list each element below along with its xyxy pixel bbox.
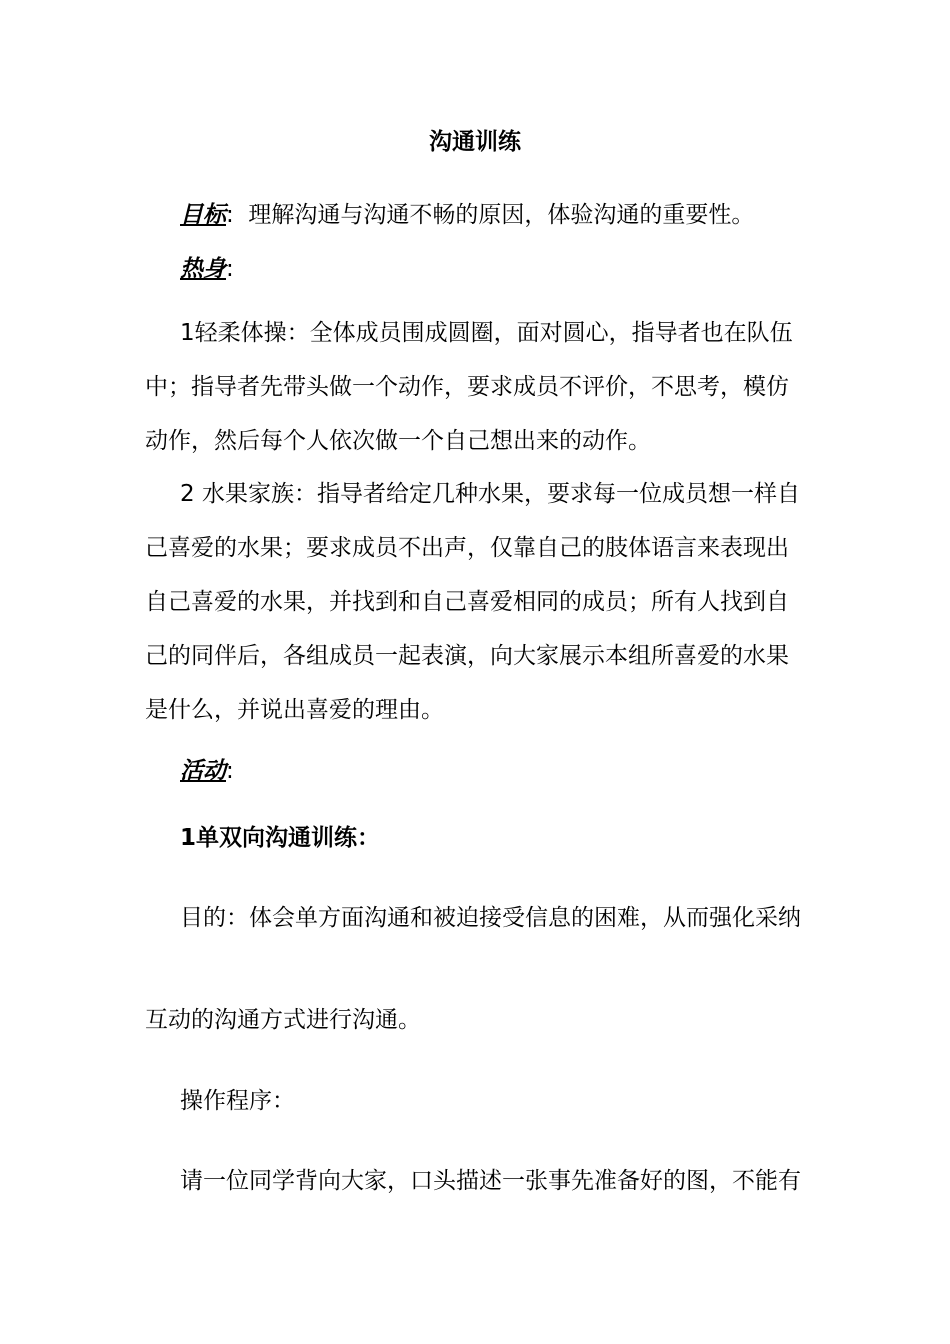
activity-separator: : bbox=[226, 758, 234, 784]
warmup-item-1-line: 中；指导者先带头做一个动作，要求成员不评价，不思考，模仿 bbox=[145, 374, 789, 400]
goal-separator: : bbox=[226, 202, 234, 228]
warmup-item-2-line: 是什么，并说出喜爱的理由。 bbox=[145, 697, 444, 723]
goal-paragraph bbox=[145, 198, 842, 233]
warmup-item-1 bbox=[145, 306, 807, 468]
warmup-item-1-line: 动作，然后每个人依次做一个自己想出来的动作。 bbox=[145, 428, 651, 454]
warmup-heading bbox=[145, 252, 842, 287]
warmup-separator: : bbox=[226, 256, 234, 282]
warmup-item-2-line: 己的同伴后，各组成员一起表演，向大家展示本组所喜爱的水果 bbox=[145, 643, 789, 669]
warmup-label: 热身 bbox=[180, 256, 226, 282]
goal-label: 目标 bbox=[180, 202, 226, 228]
procedure-line-1: 请一位同学背向大家，口头描述一张事先准备好的图，不能有 bbox=[180, 1168, 801, 1194]
purpose-line-2: 互动的沟通方式进行沟通。 bbox=[145, 1007, 421, 1033]
warmup-item-2-line: 自己喜爱的水果，并找到和自己喜爱相同的成员；所有人找到自 bbox=[145, 589, 789, 615]
purpose-line-1: 目的：体会单方面沟通和被迫接受信息的困难，从而强化采纳 bbox=[180, 905, 801, 931]
warmup-item-2-line: 2 水果家族：指导者给定几种水果，要求每一位成员想一样自 bbox=[180, 481, 800, 507]
activity-heading bbox=[145, 754, 842, 789]
procedure-heading: 操作程序： bbox=[180, 1088, 295, 1114]
warmup-item-2 bbox=[145, 467, 807, 737]
activity-item-1-heading: 1单双向沟通训练： bbox=[180, 825, 381, 851]
document-title: 沟通训练 bbox=[429, 129, 521, 155]
goal-text: 理解沟通与沟通不畅的原因，体验沟通的重要性。 bbox=[248, 202, 755, 228]
activity-label: 活动 bbox=[180, 758, 226, 784]
warmup-item-2-line: 己喜爱的水果；要求成员不出声，仅靠自己的肢体语言来表现出 bbox=[145, 535, 789, 561]
warmup-item-1-line: 1轻柔体操：全体成员围成圆圈，面对圆心，指导者也在队伍 bbox=[180, 320, 793, 346]
